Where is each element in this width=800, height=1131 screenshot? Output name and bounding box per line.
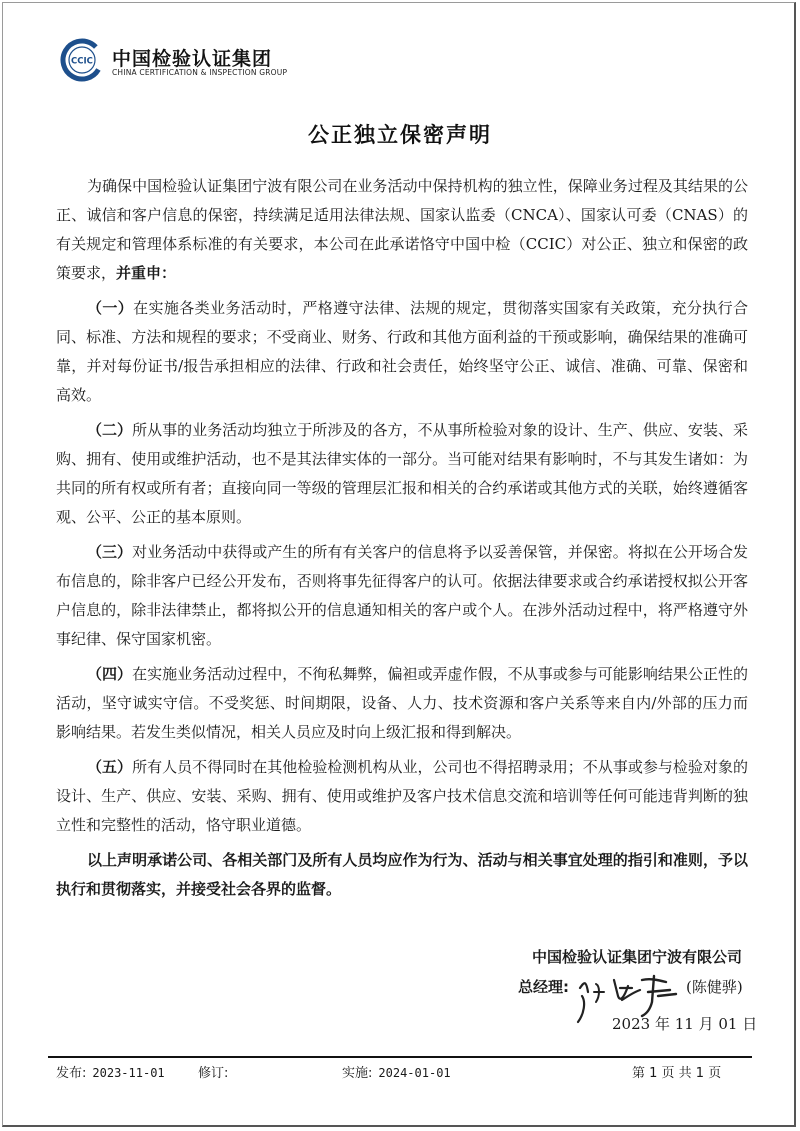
gm-name: (陈健骅) <box>686 978 743 996</box>
clause-label: （三） <box>87 543 133 561</box>
closing-paragraph: 以上声明承诺公司、各相关部门及所有人员均应作为行为、活动与相关事宜处理的指引和准则，予以执行和贯彻落实，并接受社会各界的监督。 <box>56 851 748 898</box>
clause-label: （二） <box>87 421 133 439</box>
clause-paragraph <box>56 294 748 410</box>
publish-label: 发布: <box>56 1066 87 1081</box>
company-name-cn: 中国检验认证集团 <box>112 48 273 70</box>
footer-page-info: 第 1 页 共 1 页 <box>632 1066 722 1081</box>
ccic-logo-icon <box>60 38 104 82</box>
logo-text: CCIC <box>71 56 93 67</box>
intro-paragraph <box>56 172 748 288</box>
footer-revise <box>198 1062 228 1081</box>
clause-label: （五） <box>87 758 133 776</box>
signoff-company: 中国检验认证集团宁波有限公司 <box>531 948 742 966</box>
effective-label: 实施: <box>342 1066 373 1081</box>
clause-text: 在实施各类业务活动时，严格遵守法律、法规的规定，贯彻落实国家有关政策，充分执行合同、标准、方法和规程的要求；不受商业、财务、行政和其他方面利益的干预或影响，确保结果的准确可靠，并对每份证书/报告承担相应的法律、行政和社会责任，始终坚守公正、诚信、准确、可靠、保密和高效。 <box>56 299 748 404</box>
general-manager-row <box>518 976 743 1002</box>
effective-date: 2024-01-01 <box>378 1066 451 1080</box>
company-name-en: CHINA CERTIFICATION & INSPECTION GROUP <box>112 68 288 77</box>
clause-label: （一） <box>87 299 134 317</box>
clause-paragraph <box>56 538 748 654</box>
clause-paragraph <box>56 660 748 747</box>
intro-text: 为确保中国检验认证集团宁波有限公司在业务活动中保持机构的独立性，保障业务过程及其结果的公正、诚信和客户信息的保密，持续满足适用法律法规、国家认监委（CNCA）、国家认可委（CNAS）的有关规定和管理体系标准的有关要求，本公司在此承诺恪守中国中检（CCIC）对公正、独立和保密的政策要求， <box>56 177 748 282</box>
document-title: 公正独立保密声明 <box>308 123 492 147</box>
clause-paragraph <box>56 753 748 840</box>
signoff-date: 2023 年 11 月 01 日 <box>612 1015 758 1033</box>
clause-text: 对业务活动中获得或产生的所有有关客户的信息将予以妥善保管，并保密。将拟在公开场合发布信息的，除非客户已经公开发布，否则将事先征得客户的认可。依据法律要求或合约承诺授权拟公开客户信息的，除非法律禁止，都将拟公开的信息通知相关的客户或个人。在涉外活动过程中，将严格遵守外事纪律、保守国家机密。 <box>56 543 748 648</box>
clause-text: 所有人员不得同时在其他检验检测机构从业，公司也不得招聘录用；不从事或参与检验对象的设计、生产、供应、安装、采购、拥有、使用或维护及客户技术信息交流和培训等任何可能违背判断的独立性和完整性的活动，恪守职业道德。 <box>56 758 748 834</box>
footer-effective <box>342 1062 451 1081</box>
clause-text: 在实施业务活动过程中，不徇私舞弊，偏袒或弄虚作假，不从事或参与可能影响结果公正性的活动，坚守诚实守信。不受奖惩、时间期限，设备、人力、技术资源和客户关系等来自内/外部的压力而影响结果。若发生类似情况，相关人员应及时向上级汇报和得到解决。 <box>56 665 748 741</box>
clause-label: （四） <box>87 665 133 683</box>
revise-label: 修订: <box>198 1066 229 1081</box>
clause-paragraph <box>56 416 748 532</box>
document-body <box>56 172 748 910</box>
footer-publish <box>56 1062 165 1081</box>
footer-rule <box>48 1056 752 1058</box>
clause-text: 所从事的业务活动均独立于所涉及的各方，不从事所检验对象的设计、生产、供应、安装、采购、拥有、使用或维护活动，也不是其法律实体的一部分。当可能对结果有影响时，不与其发生诸如：为共同的所有权或所有者；直接向同一等级的管理层汇报和相关的合约承诺或其他方式的关联，始终遵循客观、公平、公正的基本原则。 <box>56 421 748 526</box>
intro-emphasis: 并重申： <box>116 264 177 282</box>
publish-date: 2023-11-01 <box>92 1066 165 1080</box>
gm-label: 总经理: <box>518 978 569 996</box>
